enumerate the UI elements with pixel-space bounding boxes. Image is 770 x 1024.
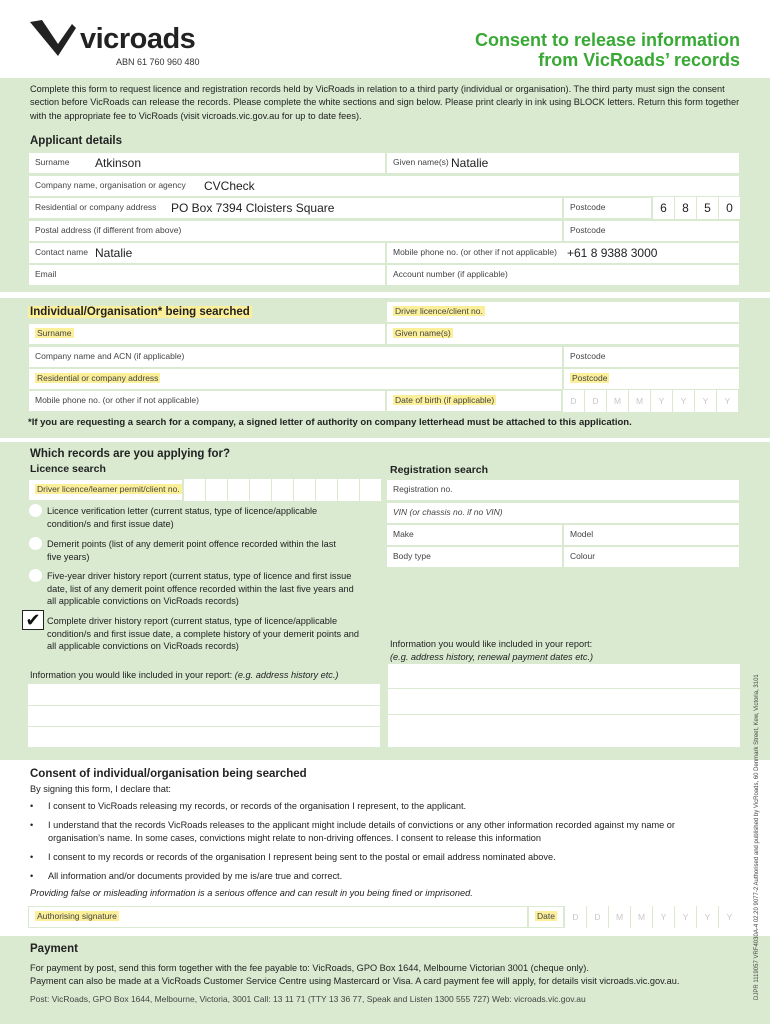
body-type-field[interactable]: Body type [386, 546, 563, 568]
consent-date-cell[interactable]: D [564, 906, 586, 928]
searched-heading: Individual/Organisation* being searched [30, 306, 250, 318]
consent-intro: By signing this form, I declare that: [30, 784, 171, 794]
reg-info-line-3[interactable] [388, 715, 740, 747]
consent-bullet-3: I consent to my records or records of the organisation I represent being sent to the postal or email address nominated above. [48, 852, 556, 862]
consent-bullet-1: I consent to VicRoads releasing my records, or records of the organisation I represent, to the applicant. [48, 801, 467, 811]
option-demerit-label: Demerit points (list of any demerit point offence recorded within the last five years) [47, 539, 336, 562]
consent-date-input[interactable] [564, 906, 740, 928]
consent-bullet-4: All information and/or documents provided by me is/are true and correct. [48, 871, 343, 881]
intro-text: Complete this form to request licence and registration records held by VicRoads in relation to a third party (individual or organisation). The third party must sign the consent section before VicRoads can release the records. Please complete the white sections and sign below. Please print clearly in ink using BLOCK letters. Return this form together with the appropriate fee to VicRoads (visit vicroads.vic.gov.au for up to date fees). [0, 78, 770, 130]
consent-section [0, 762, 770, 936]
consent-date-cell[interactable]: D [586, 906, 608, 928]
licence-info-line-3[interactable] [28, 727, 380, 747]
reg-info-label: Information you would like included in your report: (e.g. address history, renewal payment dates etc.) [390, 639, 594, 662]
logo-text: vicroads [80, 23, 196, 55]
signature-field[interactable]: Authorising signature [28, 906, 528, 928]
applicant-account-field[interactable]: Account number (if applicable) [386, 264, 740, 286]
option-five-year-label: Five-year driver history report (current status, type of licence and first issue date, list of any demerit point offence recorded within the last five years and all applicable convictions on VicRoads records) [47, 571, 354, 606]
searched-dob-input[interactable]: D D M M Y Y Y Y [562, 390, 738, 412]
payment-line-1: For payment by post, send this form together with the fee payable to: VicRoads, GPO Box 1644, Melbourne Victorian 3001 (cheque only). [30, 963, 589, 973]
form-title: Consent to release information from VicRoads’ records [474, 30, 740, 70]
payment-heading: Payment [30, 943, 78, 955]
licence-number-input[interactable] [183, 479, 381, 501]
option-complete-label: Complete driver history report (current status, type of licence/applicable condition/s and first issue date, a complete history of your demerit points and all applicable convictions on VicRoads records) [47, 616, 360, 651]
option-verification-radio[interactable] [29, 504, 42, 517]
applicant-postcode-label: Postcode [563, 197, 652, 219]
licence-info-line-2[interactable] [28, 706, 380, 726]
option-five-year-radio[interactable] [29, 569, 42, 582]
searched-dob-label: Date of birth (if applicable) [386, 390, 562, 412]
company-footnote: *If you are requesting a search for a company, a signed letter of authority on company letterhead must be attached to this application. [28, 417, 632, 428]
option-complete-checkbox[interactable]: ✔ [22, 610, 44, 630]
searched-postcode2-field[interactable]: Postcode [563, 368, 740, 390]
consent-date-label: Date [528, 906, 564, 928]
false-info-warning: Providing false or misleading information is a serious offence and can result in you being fined or imprisoned. [30, 888, 473, 898]
searched-address-field[interactable]: Residential or company address [28, 368, 563, 390]
searched-company-field[interactable]: Company name and ACN (if applicable) [28, 346, 563, 368]
side-print-code: DJPR 1119057 VRF4030A-4 02.20 9077-2 Authorised and published by VicRoads, 60 Denmark Street, Kew, Victoria, 3101 [754, 674, 760, 1000]
applicant-postcode-digits[interactable]: 6 8 5 0 [652, 197, 740, 219]
applicant-heading: Applicant details [30, 135, 123, 147]
registration-number-field[interactable]: Registration no. [386, 479, 740, 501]
searched-given-field[interactable]: Given name(s) [386, 323, 740, 345]
consent-date-cell[interactable]: M [630, 906, 652, 928]
header [0, 0, 770, 78]
consent-date-cell[interactable]: Y [696, 906, 718, 928]
payment-section [0, 936, 770, 1024]
payment-line-2: Payment can also be made at a VicRoads Customer Service Centre using Mastercard or Visa. A card payment fee will apply, for details visit vicroads.vic.gov.au. [30, 976, 680, 986]
applicant-mobile-field[interactable]: Mobile phone no. (or other if not applicable) +61 8 9388 3000 [386, 242, 740, 264]
reg-info-line-2[interactable] [388, 689, 740, 714]
consent-date-cell[interactable]: Y [718, 906, 740, 928]
applicant-company-field[interactable]: Company name, organisation or agency CVCheck [28, 175, 740, 197]
licence-search-heading: Licence search [30, 463, 106, 475]
applicant-surname-field[interactable]: Surname Atkinson [28, 152, 386, 174]
abn: ABN 61 760 960 480 [116, 57, 200, 67]
consent-bullet-1-dot: • [30, 801, 34, 811]
licence-number-label: Driver licence/learner permit/client no. [28, 479, 183, 501]
consent-heading: Consent of individual/organisation being searched [30, 768, 307, 780]
consent-bullet-2-dot: • [30, 820, 34, 830]
licence-info-line-1[interactable] [28, 684, 380, 705]
applicant-postcode2-field[interactable]: Postcode [563, 220, 740, 242]
option-demerit-radio[interactable] [29, 537, 42, 550]
searched-section [0, 298, 770, 438]
records-heading: Which records are you applying for? [30, 448, 231, 460]
applicant-postal-field[interactable]: Postal address (if different from above) [28, 220, 563, 242]
reg-info-line-1[interactable] [388, 664, 740, 688]
applicant-section [0, 130, 770, 292]
consent-bullet-3-dot: • [30, 852, 34, 862]
consent-date-cell[interactable]: Y [674, 906, 696, 928]
applicant-given-name-field[interactable]: Given name(s) Natalie [386, 152, 740, 174]
searched-postcode-field[interactable]: Postcode [563, 346, 740, 368]
vin-field[interactable]: VIN (or chassis no. if no VIN) [386, 502, 740, 524]
consent-bullet-2: I understand that the records VicRoads releases to the applicant might include details of convictions or any other information recorded against my name or organisation’s name. In some cases, convictions might relate to non-driving offences. I consent to release this information [48, 820, 675, 843]
consent-date-cell[interactable]: Y [652, 906, 674, 928]
searched-licence-field[interactable]: Driver licence/client no. [386, 301, 740, 323]
make-field[interactable]: Make [386, 524, 563, 546]
searched-mobile-field[interactable]: Mobile phone no. (or other if not applicable) [28, 390, 386, 412]
colour-field[interactable]: Colour [563, 546, 740, 568]
consent-bullet-4-dot: • [30, 871, 34, 881]
applicant-email-field[interactable]: Email [28, 264, 386, 286]
model-field[interactable]: Model [563, 524, 740, 546]
payment-footer: Post: VicRoads, GPO Box 1644, Melbourne, Victoria, 3001 Call: 13 11 71 (TTY 13 36 77, Speak and Listen 1300 555 727) Web: vicroads.vic.gov.au [30, 994, 586, 1004]
option-verification-label: Licence verification letter (current status, type of licence/applicable condition/s and first issue date) [47, 506, 318, 529]
applicant-contact-field[interactable]: Contact name Natalie [28, 242, 386, 264]
licence-info-label: Information you would like included in your report: (e.g. address history etc.) [30, 670, 339, 680]
records-section [0, 442, 770, 760]
vicroads-logo-icon [28, 18, 76, 58]
searched-surname-field[interactable]: Surname [28, 323, 386, 345]
applicant-address-field[interactable]: Residential or company address PO Box 7394 Cloisters Square [28, 197, 563, 219]
registration-search-heading: Registration search [390, 464, 489, 476]
consent-date-cell[interactable]: M [608, 906, 630, 928]
